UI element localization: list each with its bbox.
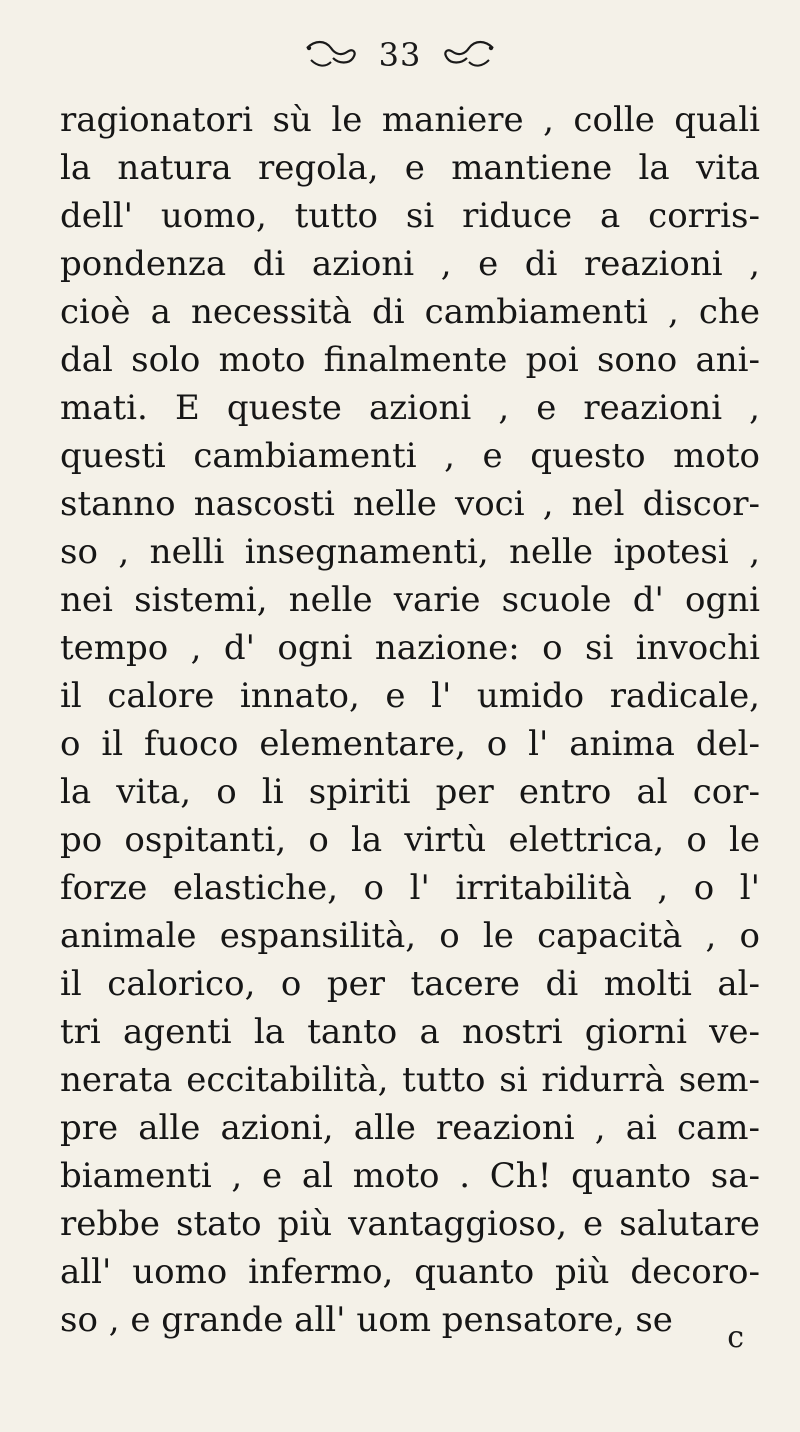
text-line: la natura regola, e mantiene la vita [60,148,760,188]
text-line: o il fuoco elementare, o l' anima del- [60,724,760,764]
text-line: so , nelli insegnamenti, nelle ipotesi , [60,532,760,572]
text-line: pondenza di azioni , e di reazioni , [60,244,760,284]
text-line: nei sistemi, nelle varie scuole d' ogni [60,580,760,620]
text-line: pre alle azioni, alle reazioni , ai cam- [60,1108,760,1148]
text-line: il calore innato, e l' umido radicale, [60,676,760,716]
text-line: all' uomo infermo, quanto più decoro- [60,1252,760,1292]
text-line: mati. E queste azioni , e reazioni , [60,388,760,428]
text-line: tri agenti la tanto a nostri giorni ve- [60,1012,760,1052]
text-line: forze elastiche, o l' irritabilità , o l' [60,868,760,908]
text-line: rebbe stato più vantaggioso, e salutare [60,1204,760,1244]
text-line: animale espansilità, o le capacità , o [60,916,760,956]
text-line: stanno nascosti nelle voci , nel discor- [60,484,760,524]
text-line: il calorico, o per tacere di molti al- [60,964,760,1004]
text-line: cioè a necessità di cambiamenti , che [60,292,760,332]
page-header [0,30,800,80]
text-line: po ospitanti, o la virtù elettrica, o le [60,820,760,860]
text-line: biamenti , e al moto . Ch! quanto sa- [60,1156,760,1196]
text-line: ragionatori sù le maniere , colle quali [60,100,760,140]
fleuron-right-icon [435,38,497,72]
text-line: dal solo moto finalmente poi sono ani- [60,340,760,380]
text-line: la vita, o li spiriti per entro al cor- [60,772,760,812]
text-line: so , e grande all' uom pensatore, se [60,1300,673,1340]
text-line: tempo , d' ogni nazione: o si invochi [60,628,760,668]
text-line: nerata eccitabilità, tutto si ridurrà sem- [60,1060,760,1100]
body-text [60,96,760,1344]
catchword: c [727,1320,744,1355]
page-number: 33 [378,36,422,74]
text-line: dell' uomo, tutto si riduce a corris- [60,196,760,236]
text-line: questi cambiamenti , e questo moto [60,436,760,476]
fleuron-left-icon [303,38,365,72]
